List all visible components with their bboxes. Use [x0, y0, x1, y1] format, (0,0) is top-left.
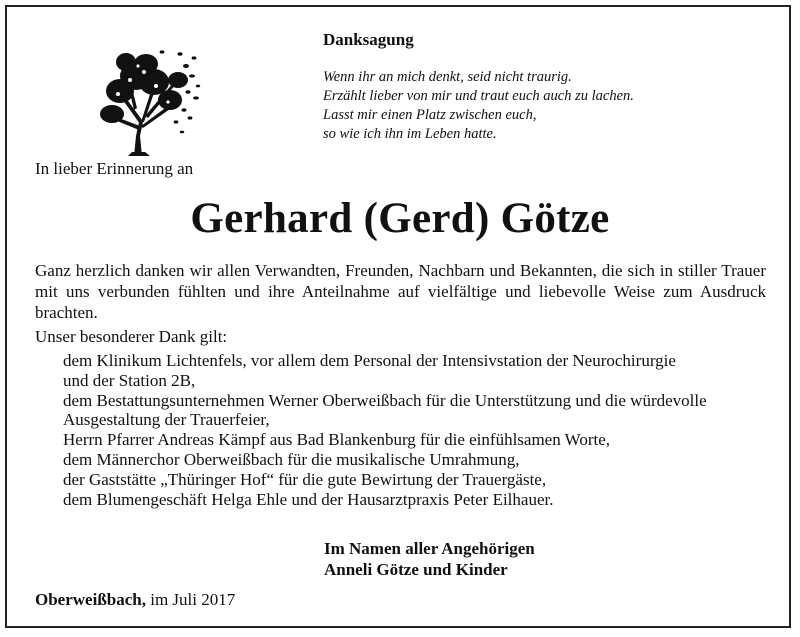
- poem-line: Wenn ihr an mich denkt, seid nicht traurig.: [323, 69, 572, 85]
- thanks-line: dem Bestattungsunternehmen Werner Oberweißbach für die Unterstützung und die würdevolle: [63, 390, 707, 410]
- heading: Danksagung: [323, 30, 414, 49]
- poem-line: Lasst mir einen Platz zwischen euch,: [323, 107, 537, 123]
- poem-line: so wie ich ihn im Leben hatte.: [323, 126, 497, 142]
- signature-line: Anneli Götze und Kinder: [324, 560, 508, 579]
- poem: [323, 68, 634, 144]
- place: Oberweißbach,: [35, 590, 146, 609]
- thanks-intro: Unser besonderer Dank gilt:: [35, 327, 228, 346]
- thanks-list: [63, 351, 773, 509]
- place-date: [35, 590, 235, 610]
- date: im Juli 2017: [145, 590, 236, 609]
- deceased-name: Gerhard (Gerd) Götze: [190, 195, 610, 242]
- thanks-line: dem Blumengeschäft Helga Ehle und der Hausarztpraxis Peter Eilhauer.: [63, 489, 554, 509]
- windblown-tree-icon: [90, 36, 202, 156]
- poem-line: Erzählt lieber von mir und traut euch auch zu lachen.: [323, 88, 634, 104]
- signature: [324, 538, 535, 580]
- thanks-paragraph: Ganz herzlich danken wir allen Verwandten, Freunden, Nachbarn und Bekannten, die sich in stiller Trauer mit uns verbunden fühlten und ihre Anteilnahme auf vielfältige und liebevolle Weise zum Ausdruck brachten.: [35, 261, 766, 322]
- thanks-line: Herrn Pfarrer Andreas Kämpf aus Bad Blankenburg für die einfühlsamen Worte,: [63, 430, 611, 450]
- thanks-line: Ausgestaltung der Trauerfeier,: [63, 410, 270, 430]
- thanks-line: dem Klinikum Lichtenfels, vor allem dem Personal der Intensivstation der Neurochirurgie: [63, 351, 676, 370]
- memory-intro: In lieber Erinnerung an: [35, 159, 194, 178]
- thanks-line: der Gaststätte „Thüringer Hof“ für die gute Bewirtung der Trauergäste,: [63, 469, 547, 489]
- thanks-line: dem Männerchor Oberweißbach für die musikalische Umrahmung,: [63, 449, 520, 469]
- signature-line: Im Namen aller Angehörigen: [324, 539, 535, 558]
- thanks-line: und der Station 2B,: [63, 370, 196, 390]
